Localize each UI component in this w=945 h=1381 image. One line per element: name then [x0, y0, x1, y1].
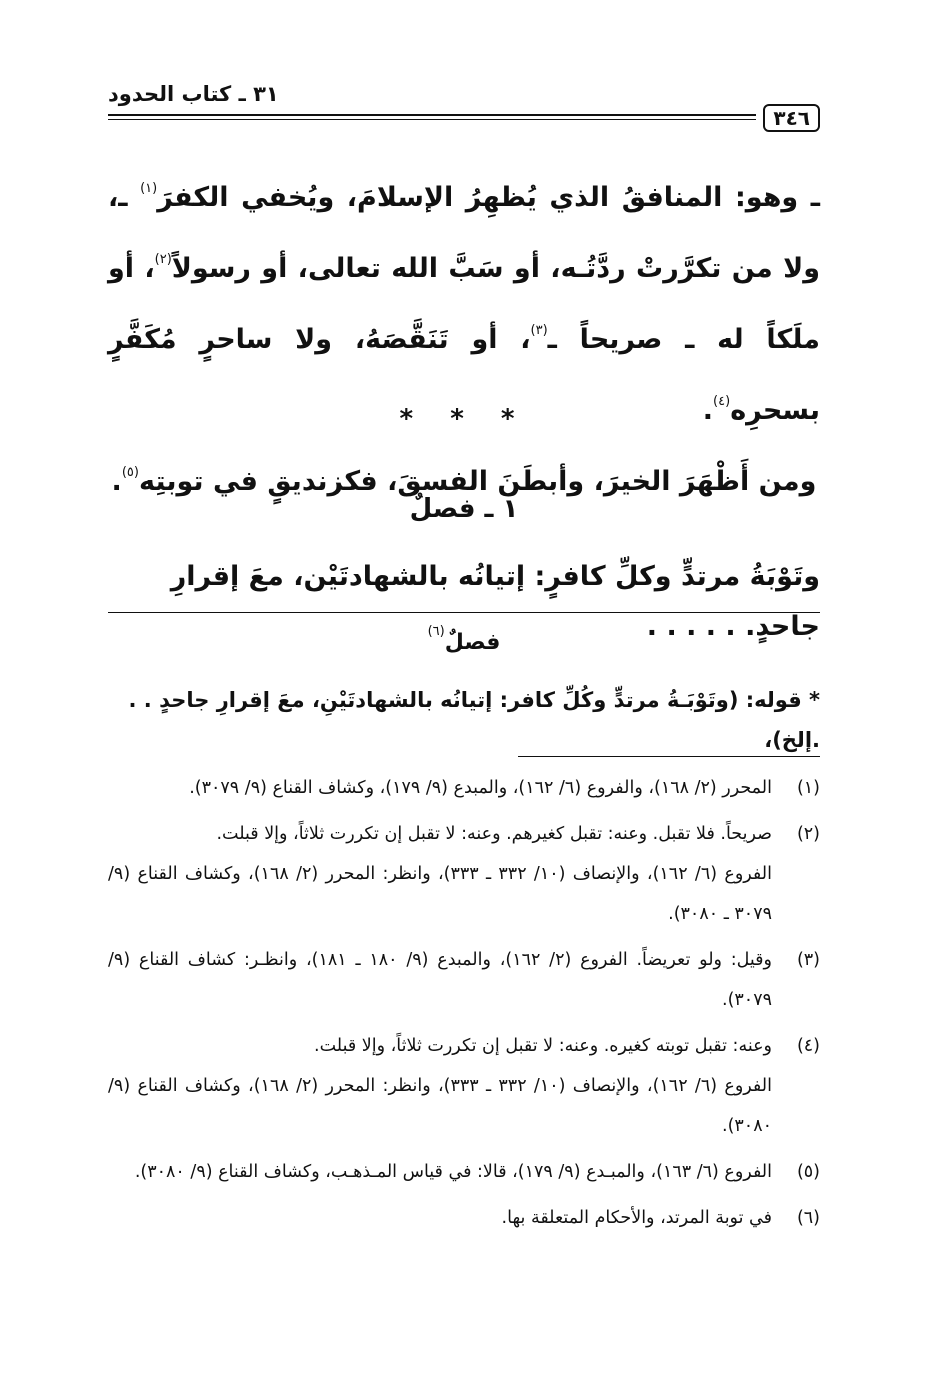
footnote-ref[interactable]: (٦) [427, 624, 445, 639]
footnote-text: في توبة المرتد، والأحكام المتعلقة بها. [501, 1208, 772, 1228]
footnote-text: الفروع (٦/ ١٦٢)، والإنصاف (١٠/ ٣٣٢ ـ ٣٣٣)، وانظر: المحرر (٢/ ١٦٨)، وكشاف القناع (٩/ ٣٠٧٩ ـ ٣٠٨٠). [108, 864, 772, 924]
footnote-ref[interactable]: (٥) [121, 465, 139, 480]
footnote-divider [518, 756, 820, 757]
footnote-text: الفروع (٦/ ١٦٢)، والإنصاف (١٠/ ٣٣٢ ـ ٣٣٣)، وانظر: المحرر (٢/ ١٦٨)، وكشاف القناع (٩/ ٣٠٨٠). [108, 1076, 772, 1136]
footnote-text: المحرر (٢/ ١٦٨)، والفروع (٦/ ١٦٢)، والمبدع (٩/ ١٧٩)، وكشاف القناع (٩/ ٣٠٧٩). [189, 778, 772, 798]
footnote-text: صريحاً. فلا تقبل. وعنه: تقبل كغيرهم. وعنه: لا تقبل إن تكررت ثلاثاً، وإلا قبلت. [216, 824, 772, 844]
footnotes [108, 768, 820, 1244]
footnote-number: (١) [796, 778, 820, 798]
footnote-item [108, 940, 820, 1020]
footnote-item [108, 1198, 820, 1238]
footnote-ref[interactable]: (١) [140, 181, 158, 196]
footnote-item [108, 814, 820, 934]
footnote-number: (٢) [796, 824, 820, 844]
paragraph-1: ـ وهو: المنافقُ الذي يُظهِرُ الإسلامَ، ويُخفي الكفرَ$^{(١)}$ ـ، ولا من تكرَّرتْ ردَّتُـه، أو سَبَّ الله تعالى، أو رسولاً$^{(٢)}$، أو ملَكاً له ـ صريحاً ـ$^{(٣)}$، أو تَنَقَّصَهُ، ولا ساحرٍ مُكَفَّرٍ بسحرِه$^{(٤)}$. [108, 181, 820, 426]
footnote-text: وعنه: تقبل توبته كغيره. وعنه: لا تقبل إن تكررت ثلاثاً، وإلا قبلت. [314, 1036, 772, 1056]
footnote-item [108, 1152, 820, 1192]
chapter-title: ٣١ ـ كتاب الحدود [108, 82, 279, 106]
matn-line: وتَوْبَةُ مرتدٍّ وكلِّ كافرٍ: إتيانُه بالشهادتَيْن، معَ إقرارِ جاحدٍ. . . . . . [170, 561, 820, 642]
sharh-title: فصلٌ$^{(٦)}$ [427, 624, 501, 655]
footnote-ref[interactable]: (٢) [154, 252, 172, 267]
header-rule [108, 114, 756, 120]
footnote-number: (٣) [796, 950, 820, 970]
page-number: ٣٤٦ [763, 104, 820, 132]
matn-divider [108, 612, 820, 613]
footnote-number: (٥) [796, 1162, 820, 1182]
footnote-text: وقيل: ولو تعريضاً. الفروع (٢/ ١٦٢)، والمبدع (٩/ ١٨٠ ـ ١٨١)، وانظـر: كشاف القناع (٩/ ٣٠٧٩). [108, 950, 772, 1010]
footnote-text: الفروع (٦/ ١٦٣)، والمبـدع (٩/ ١٧٩)، قالا: في قياس المـذهـب، وكشاف القناع (٩/ ٣٠٨٠). [134, 1162, 772, 1182]
section-title: ١ ـ فصلٌ [409, 494, 519, 524]
section-stars: * * * [399, 404, 529, 434]
main-text [108, 158, 820, 513]
page-header [108, 84, 820, 130]
footnote-item [108, 768, 820, 808]
footnote-number: (٦) [796, 1208, 820, 1228]
footnote-number: (٤) [796, 1036, 820, 1056]
footnote-ref[interactable]: (٤) [713, 394, 731, 409]
footnote-item [108, 1026, 820, 1146]
footnote-ref[interactable]: (٣) [530, 323, 548, 338]
paragraph-2: ومن أَظْهَرَ الخيرَ، وأبطَنَ الفسقَ، فكزنديقٍ في توبتِه$^{(٥)}$. [111, 465, 817, 497]
sharh-line: * قوله: (وتَوْبَـةُ مرتدٍّ وكُلِّ كافر: إتيانُه بالشهادتَيْنِ، معَ إقرارِ جاحدٍ . . .إلخ)، [128, 688, 820, 752]
